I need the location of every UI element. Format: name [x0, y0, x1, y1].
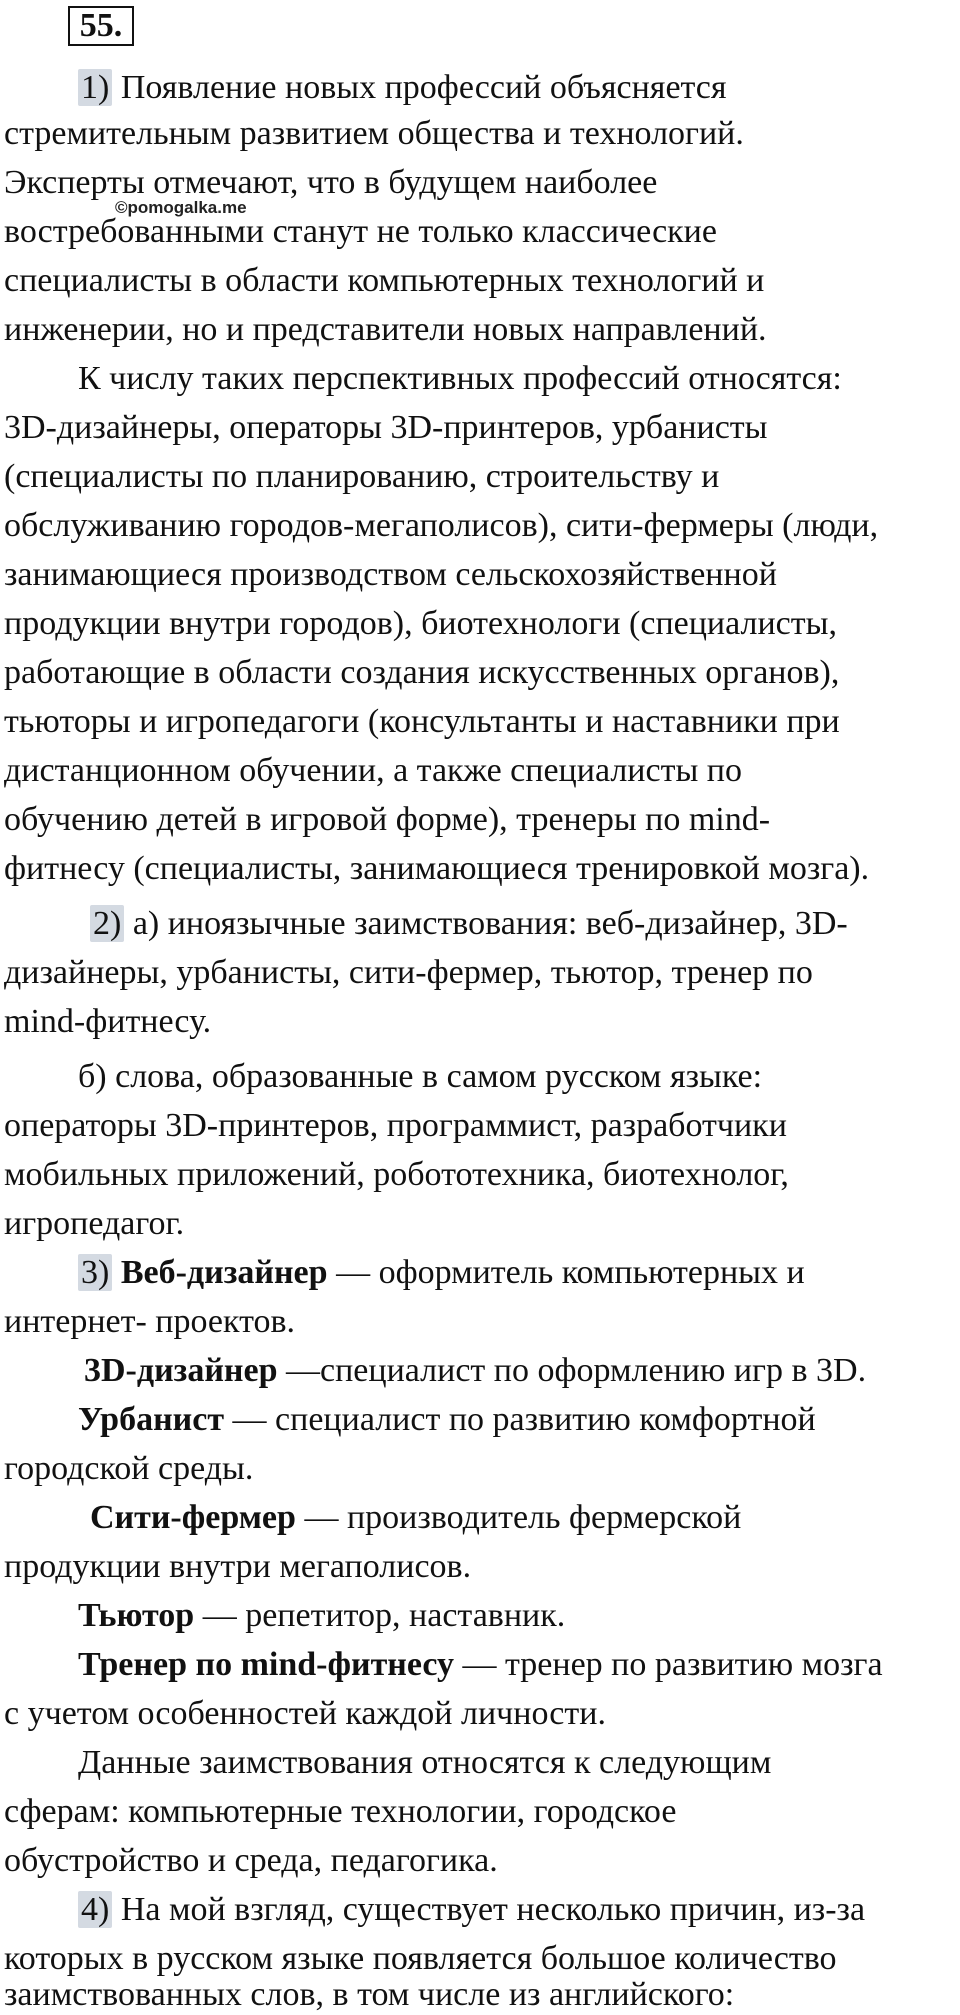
answer-marker-2: 2) [90, 905, 124, 942]
definition-mind-fitness-trainer-line-2: с учетом особенностей каждой личности. [4, 1695, 606, 1732]
term-mind-fitness-trainer: Тренер по mind-фитнесу [78, 1646, 455, 1683]
paragraph-2-line-2: 3D-дизайнеры, операторы 3D-принтеров, урбанисты [4, 409, 768, 446]
answer-marker-3: 3) [78, 1254, 112, 1291]
paragraph-4-line-2: операторы 3D-принтеров, программист, разработчики [4, 1107, 787, 1144]
term-3d-designer: 3D-дизайнер [84, 1352, 278, 1389]
paragraph-4-line-3: мобильных приложений, робототехника, биотехнолог, [4, 1156, 789, 1193]
paragraph-5-line-1: 3) Веб-дизайнер — оформитель компьютерных и [78, 1253, 805, 1293]
watermark: ©pomogalka.me [115, 198, 247, 217]
paragraph-2-line-4: обслуживанию городов-мегаполисов), сити-фермеры (люди, [4, 507, 879, 544]
paragraph-7-line-1: 4) На мой взгляд, существует несколько причин, из-за [78, 1890, 865, 1930]
task-number-box: 55. [68, 6, 134, 46]
answer-marker-1: 1) [78, 69, 112, 106]
definition-urbanist-line-2: городской среды. [4, 1450, 254, 1487]
paragraph-3-line-3: mind-фитнесу. [4, 1003, 212, 1040]
paragraph-6-line-3: обустройство и среда, педагогика. [4, 1842, 498, 1879]
paragraph-2-line-8: тьюторы и игропедагоги (консультанты и наставники при [4, 703, 840, 740]
paragraph-4-line-4: игропедагог. [4, 1205, 185, 1242]
paragraph-2-line-6: продукции внутри городов), биотехнологи (специалисты, [4, 605, 837, 642]
paragraph-2-line-1: К числу таких перспективных профессий относятся: [78, 360, 842, 397]
paragraph-1-line-3: Эксперты отмечают, что в будущем наиболее [4, 164, 658, 201]
paragraph-2-line-3: (специалисты по планированию, строительству и [4, 458, 720, 495]
paragraph-7-line-3: заимствованных слов, в том числе из английского: [4, 1976, 735, 2013]
term-tutor: Тьютор [78, 1597, 195, 1634]
paragraph-2-line-7: работающие в области создания искусственных органов), [4, 654, 840, 691]
definition-urbanist: Урбанист — специалист по развитию комфортной [78, 1401, 816, 1438]
paragraph-1-line-5: специалисты в области компьютерных технологий и [4, 262, 765, 299]
paragraph-1-line-4: востребованными станут не только классические [4, 213, 717, 250]
paragraph-2-line-9: дистанционном обучении, а также специалисты по [4, 752, 742, 789]
term-city-farmer: Сити-фермер [90, 1499, 296, 1536]
paragraph-2-line-5: занимающиеся производством сельскохозяйственной [4, 556, 777, 593]
paragraph-1-line-2: стремительным развитием общества и технологий. [4, 115, 744, 152]
definition-tutor: Тьютор — репетитор, наставник. [78, 1597, 566, 1634]
paragraph-2-line-10: обучению детей в игровой форме), тренеры по mind- [4, 801, 771, 838]
definition-city-farmer-line-2: продукции внутри мегаполисов. [4, 1548, 472, 1585]
definition-3d-designer: 3D-дизайнер —специалист по оформлению игр в 3D. [84, 1352, 867, 1389]
answer-marker-4: 4) [78, 1891, 112, 1928]
definition-city-farmer: Сити-фермер — производитель фермерской [90, 1499, 742, 1536]
paragraph-1-line-1: 1) Появление новых профессий объясняется [78, 68, 727, 108]
paragraph-7-line-2: которых в русском языке появляется большое количество [4, 1940, 837, 1977]
paragraph-3-line-2: дизайнеры, урбанисты, сити-фермер, тьютор, тренер по [4, 954, 813, 991]
paragraph-6-line-1: Данные заимствования относятся к следующим [78, 1744, 772, 1781]
term-web-designer: Веб-дизайнер [112, 1254, 328, 1291]
paragraph-6-line-2: сферам: компьютерные технологии, городское [4, 1793, 677, 1830]
paragraph-5-line-2: интернет- проектов. [4, 1303, 296, 1340]
paragraph-4-line-1: б) слова, образованные в самом русском языке: [78, 1058, 763, 1095]
definition-mind-fitness-trainer: Тренер по mind-фитнесу — тренер по развитию мозга [78, 1646, 883, 1683]
paragraph-2-line-11: фитнесу (специалисты, занимающиеся тренировкой мозга). [4, 850, 870, 887]
term-urbanist: Урбанист [78, 1401, 225, 1438]
paragraph-3-line-1: 2) а) иноязычные заимствования: веб-дизайнер, 3D- [90, 904, 848, 944]
paragraph-1-line-6: инженерии, но и представители новых направлений. [4, 311, 767, 348]
